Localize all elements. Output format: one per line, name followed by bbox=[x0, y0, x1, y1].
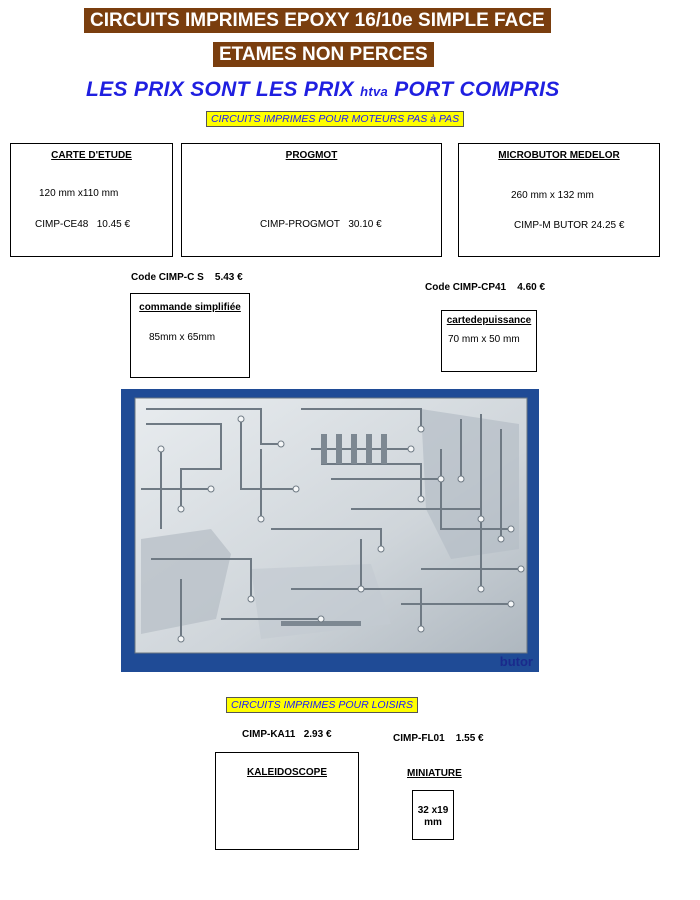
card-title: CARTE D'ETUDE bbox=[51, 150, 132, 161]
card-title: MICROBUTOR MEDELOR bbox=[498, 150, 620, 161]
subtitle-banner: ETAMES NON PERCES bbox=[213, 42, 434, 67]
card-code-price bbox=[514, 220, 624, 231]
code-carte-puissance bbox=[425, 282, 545, 293]
card-miniature[interactable] bbox=[412, 790, 454, 840]
code-line: Code CIMP-CP41 bbox=[425, 282, 507, 293]
card-price: 10.45 € bbox=[96, 219, 131, 230]
card-kaleidoscope[interactable] bbox=[215, 752, 359, 850]
pcb-photo bbox=[121, 389, 539, 672]
price-slogan bbox=[86, 78, 560, 102]
code-kaleidoscope bbox=[242, 729, 332, 740]
card-title: KALEIDOSCOPE bbox=[246, 767, 327, 778]
card-price: 30.10 € bbox=[348, 219, 382, 230]
card-code-price bbox=[35, 219, 130, 230]
photo-label: butor bbox=[499, 654, 533, 669]
pcb-board-illustration bbox=[121, 389, 539, 672]
code-line: CIMP-KA11 bbox=[242, 729, 296, 740]
card-microbutor[interactable] bbox=[458, 143, 660, 257]
card-carte-puissance[interactable] bbox=[441, 310, 537, 372]
card-code: CIMP-M BUTOR bbox=[514, 220, 589, 231]
card-dims: 32 x19 mm bbox=[417, 805, 449, 828]
code-line: CIMP-FL01 bbox=[393, 733, 445, 744]
slogan-end: PORT COMPRIS bbox=[394, 78, 560, 101]
code-price: 1.55 € bbox=[455, 733, 484, 744]
card-carte-etude[interactable] bbox=[10, 143, 173, 257]
card-dims: 70 mm x 50 mm bbox=[448, 334, 520, 345]
card-dims: 120 mm x110 mm bbox=[39, 188, 119, 199]
card-commande-simplifiee[interactable] bbox=[130, 293, 250, 378]
card-title: cartedepuissance bbox=[446, 315, 532, 326]
card-code: CIMP-PROGMOT bbox=[260, 219, 340, 230]
code-commande-simplifiee bbox=[131, 272, 243, 283]
miniature-title: MINIATURE bbox=[407, 768, 462, 779]
card-title: PROGMOT bbox=[285, 150, 338, 161]
code-price: 5.43 € bbox=[214, 272, 243, 283]
card-price: 24.25 € bbox=[591, 220, 625, 231]
slogan-htva: htva bbox=[360, 84, 389, 99]
code-line: Code CIMP-C S bbox=[131, 272, 204, 283]
slogan-main: LES PRIX SONT LES PRIX bbox=[86, 78, 354, 101]
code-price: 2.93 € bbox=[303, 729, 332, 740]
card-dims: 85mm x 65mm bbox=[149, 332, 216, 343]
section-tag-hobby: CIRCUITS IMPRIMES POUR LOISIRS bbox=[226, 697, 418, 713]
card-code-price bbox=[260, 219, 382, 230]
card-code: CIMP-CE48 bbox=[35, 219, 89, 230]
section-tag-stepper: CIRCUITS IMPRIMES POUR MOTEURS PAS à PAS bbox=[206, 111, 464, 127]
card-title: commande simplifiée bbox=[139, 302, 241, 313]
card-dims: 260 mm x 132 mm bbox=[511, 190, 594, 201]
code-price: 4.60 € bbox=[517, 282, 546, 293]
code-miniature bbox=[393, 733, 484, 744]
title-banner: CIRCUITS IMPRIMES EPOXY 16/10e SIMPLE FACE bbox=[84, 8, 551, 33]
card-progmot[interactable] bbox=[181, 143, 442, 257]
